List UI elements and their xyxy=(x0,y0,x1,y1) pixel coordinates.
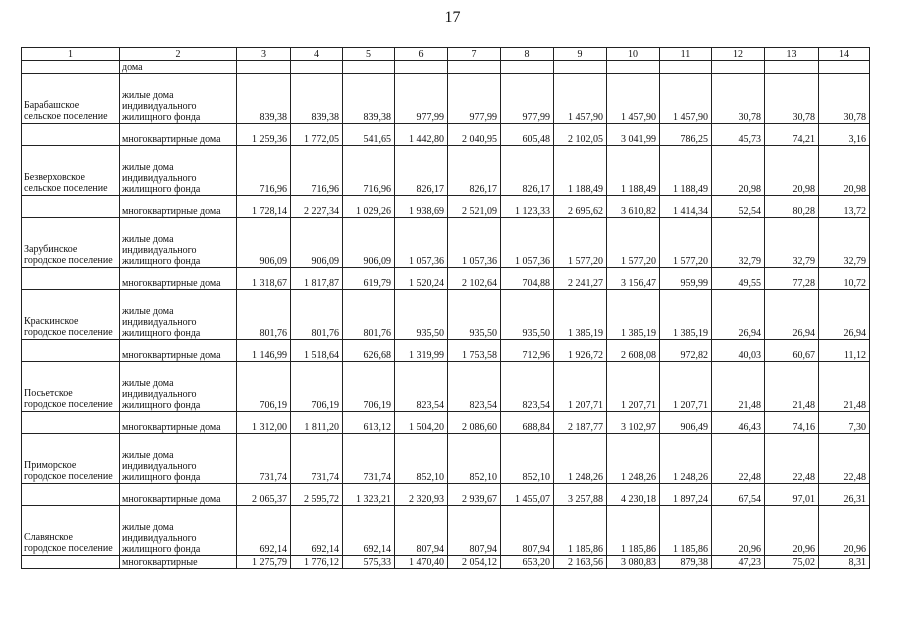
value-cell: 906,09 xyxy=(291,218,343,268)
value-cell: 852,10 xyxy=(501,434,554,484)
value-cell: 1 504,20 xyxy=(395,412,448,434)
value-cell: 13,72 xyxy=(819,196,870,218)
value-cell: 1 248,26 xyxy=(554,434,607,484)
value-cell: 3 102,97 xyxy=(607,412,660,434)
value-cell: 1 123,33 xyxy=(501,196,554,218)
value-cell: 879,38 xyxy=(660,556,712,569)
value-cell: 1 248,26 xyxy=(660,434,712,484)
settlement-cell-empty xyxy=(22,124,120,146)
settlement-cell-empty xyxy=(22,61,120,74)
column-header: 2 xyxy=(120,48,237,61)
table-row xyxy=(22,74,870,124)
value-cell: 1 188,49 xyxy=(660,146,712,196)
value-cell: 1 457,90 xyxy=(607,74,660,124)
value-cell: 20,96 xyxy=(712,506,765,556)
housing-type-cell: жилые дома индивидуального жилищного фонда xyxy=(120,146,237,196)
value-cell: 26,94 xyxy=(819,290,870,340)
value-cell: 2 241,27 xyxy=(554,268,607,290)
housing-type-cell: жилые дома индивидуального жилищного фонда xyxy=(120,362,237,412)
value-cell: 1 577,20 xyxy=(660,218,712,268)
value-cell: 45,73 xyxy=(712,124,765,146)
value-cell: 7,30 xyxy=(819,412,870,434)
value-cell: 2 065,37 xyxy=(237,484,291,506)
value-cell: 1 938,69 xyxy=(395,196,448,218)
value-cell: 21,48 xyxy=(765,362,819,412)
value-cell: 653,20 xyxy=(501,556,554,569)
table-row xyxy=(22,484,870,506)
column-header: 3 xyxy=(237,48,291,61)
value-cell: 1 442,80 xyxy=(395,124,448,146)
value-cell: 1 248,26 xyxy=(607,434,660,484)
value-cell: 807,94 xyxy=(448,506,501,556)
table-row xyxy=(22,146,870,196)
housing-type-cell: жилые дома индивидуального жилищного фонда xyxy=(120,290,237,340)
value-cell: 972,82 xyxy=(660,340,712,362)
settlement-name: Барабашское сельское поселение xyxy=(22,74,120,124)
housing-type-cell: многоквартирные дома xyxy=(120,196,237,218)
value-cell: 1 577,20 xyxy=(607,218,660,268)
value-cell: 20,96 xyxy=(819,506,870,556)
value-cell: 2 102,05 xyxy=(554,124,607,146)
value-cell: 2 695,62 xyxy=(554,196,607,218)
page-number: 17 xyxy=(444,9,461,26)
value-cell: 1 897,24 xyxy=(660,484,712,506)
value-cell: 786,25 xyxy=(660,124,712,146)
housing-type-cell: дома xyxy=(120,61,237,74)
housing-type-cell: жилые дома индивидуального жилищного фонда xyxy=(120,74,237,124)
table-row xyxy=(22,412,870,434)
value-cell: 839,38 xyxy=(237,74,291,124)
table-row xyxy=(22,196,870,218)
value-cell: 801,76 xyxy=(237,290,291,340)
column-header: 1 xyxy=(22,48,120,61)
value-cell: 26,94 xyxy=(712,290,765,340)
column-header: 5 xyxy=(343,48,395,61)
column-header: 4 xyxy=(291,48,343,61)
value-cell: 1 259,36 xyxy=(237,124,291,146)
housing-type-cell: жилые дома индивидуального жилищного фонда xyxy=(120,218,237,268)
value-cell: 1 811,20 xyxy=(291,412,343,434)
table-row xyxy=(22,556,870,569)
value-cell: 692,14 xyxy=(343,506,395,556)
column-header: 9 xyxy=(554,48,607,61)
value-cell: 1 385,19 xyxy=(607,290,660,340)
value-cell: 1 146,99 xyxy=(237,340,291,362)
table-row xyxy=(22,218,870,268)
value-cell: 1 275,79 xyxy=(237,556,291,569)
table-body xyxy=(22,61,870,569)
value-cell: 935,50 xyxy=(448,290,501,340)
value-cell: 935,50 xyxy=(395,290,448,340)
value-cell: 10,72 xyxy=(819,268,870,290)
column-header: 10 xyxy=(607,48,660,61)
value-cell: 716,96 xyxy=(237,146,291,196)
value-cell: 823,54 xyxy=(501,362,554,412)
value-cell: 1 470,40 xyxy=(395,556,448,569)
continuation-row xyxy=(22,61,870,74)
value-cell: 2 086,60 xyxy=(448,412,501,434)
housing-type-cell: многоквартирные дома xyxy=(120,340,237,362)
value-cell: 575,33 xyxy=(343,556,395,569)
value-cell: 2 040,95 xyxy=(448,124,501,146)
value-cell: 49,55 xyxy=(712,268,765,290)
value-cell: 1 188,49 xyxy=(554,146,607,196)
settlement-name: Зарубинское городское поселение xyxy=(22,218,120,268)
value-cell: 30,78 xyxy=(712,74,765,124)
housing-type-cell: жилые дома индивидуального жилищного фонда xyxy=(120,434,237,484)
housing-type-cell: многоквартирные дома xyxy=(120,124,237,146)
value-cell: 1 318,67 xyxy=(237,268,291,290)
value-cell: 20,98 xyxy=(712,146,765,196)
value-cell: 807,94 xyxy=(501,506,554,556)
value-cell: 1 057,36 xyxy=(501,218,554,268)
settlement-name: Краскинское городское поселение xyxy=(22,290,120,340)
settlement-cell-empty xyxy=(22,556,120,569)
value-cell: 807,94 xyxy=(395,506,448,556)
value-cell: 11,12 xyxy=(819,340,870,362)
value-cell: 1 414,34 xyxy=(660,196,712,218)
table-row xyxy=(22,434,870,484)
value-cell: 21,48 xyxy=(819,362,870,412)
value-cell: 716,96 xyxy=(291,146,343,196)
housing-type-cell: жилые дома индивидуального жилищного фонда xyxy=(120,506,237,556)
value-cell: 74,21 xyxy=(765,124,819,146)
value-cell: 1 029,26 xyxy=(343,196,395,218)
value-cell: 2 521,09 xyxy=(448,196,501,218)
value-cell: 3 041,99 xyxy=(607,124,660,146)
value-cell: 26,94 xyxy=(765,290,819,340)
value-cell: 1 385,19 xyxy=(660,290,712,340)
value-cell: 2 102,64 xyxy=(448,268,501,290)
value-cell: 839,38 xyxy=(343,74,395,124)
value-cell: 97,01 xyxy=(765,484,819,506)
value-cell: 688,84 xyxy=(501,412,554,434)
value-cell: 906,09 xyxy=(343,218,395,268)
value-cell: 60,67 xyxy=(765,340,819,362)
value-cell: 1 776,12 xyxy=(291,556,343,569)
value-cell: 22,48 xyxy=(819,434,870,484)
value-cell: 47,23 xyxy=(712,556,765,569)
table-row xyxy=(22,290,870,340)
value-cell: 801,76 xyxy=(291,290,343,340)
settlement-name: Посьетское городское поселение xyxy=(22,362,120,412)
value-cell: 852,10 xyxy=(395,434,448,484)
column-number-header-row xyxy=(22,48,870,61)
tariff-table xyxy=(21,47,870,569)
value-cell: 1 520,24 xyxy=(395,268,448,290)
value-cell: 1 457,90 xyxy=(554,74,607,124)
value-cell: 52,54 xyxy=(712,196,765,218)
value-cell: 706,19 xyxy=(237,362,291,412)
value-cell: 2 054,12 xyxy=(448,556,501,569)
value-cell: 20,98 xyxy=(765,146,819,196)
housing-type-cell: многоквартирные xyxy=(120,556,237,569)
value-cell: 77,28 xyxy=(765,268,819,290)
value-cell: 935,50 xyxy=(501,290,554,340)
value-cell: 706,19 xyxy=(291,362,343,412)
value-cell: 74,16 xyxy=(765,412,819,434)
column-header: 8 xyxy=(501,48,554,61)
column-header: 13 xyxy=(765,48,819,61)
table-row xyxy=(22,362,870,412)
value-cell: 3 080,83 xyxy=(607,556,660,569)
value-cell: 30,78 xyxy=(819,74,870,124)
value-cell: 32,79 xyxy=(765,218,819,268)
value-cell: 852,10 xyxy=(448,434,501,484)
value-cell: 2 595,72 xyxy=(291,484,343,506)
value-cell: 1 188,49 xyxy=(607,146,660,196)
value-cell: 22,48 xyxy=(765,434,819,484)
value-cell: 1 518,64 xyxy=(291,340,343,362)
value-cell: 1 312,00 xyxy=(237,412,291,434)
settlement-cell-empty xyxy=(22,268,120,290)
column-header: 6 xyxy=(395,48,448,61)
value-cell: 613,12 xyxy=(343,412,395,434)
value-cell: 1 207,71 xyxy=(607,362,660,412)
table-row xyxy=(22,124,870,146)
value-cell: 1 455,07 xyxy=(501,484,554,506)
value-cell: 826,17 xyxy=(448,146,501,196)
value-cell: 959,99 xyxy=(660,268,712,290)
value-cell: 823,54 xyxy=(448,362,501,412)
value-cell: 605,48 xyxy=(501,124,554,146)
column-header: 14 xyxy=(819,48,870,61)
value-cell: 26,31 xyxy=(819,484,870,506)
value-cell: 3 610,82 xyxy=(607,196,660,218)
value-cell: 2 320,93 xyxy=(395,484,448,506)
value-cell: 1 457,90 xyxy=(660,74,712,124)
value-cell: 541,65 xyxy=(343,124,395,146)
settlement-cell-empty xyxy=(22,196,120,218)
settlement-cell-empty xyxy=(22,484,120,506)
value-cell: 826,17 xyxy=(395,146,448,196)
value-cell: 2 187,77 xyxy=(554,412,607,434)
value-cell: 75,02 xyxy=(765,556,819,569)
value-cell: 20,98 xyxy=(819,146,870,196)
table-row xyxy=(22,340,870,362)
value-cell: 2 163,56 xyxy=(554,556,607,569)
value-cell: 32,79 xyxy=(819,218,870,268)
value-cell: 692,14 xyxy=(237,506,291,556)
value-cell: 46,43 xyxy=(712,412,765,434)
settlement-name: Безверховское сельское поселение xyxy=(22,146,120,196)
value-cell: 1 185,86 xyxy=(660,506,712,556)
value-cell: 826,17 xyxy=(501,146,554,196)
value-cell: 731,74 xyxy=(237,434,291,484)
value-cell: 3 156,47 xyxy=(607,268,660,290)
value-cell: 3,16 xyxy=(819,124,870,146)
housing-type-cell: многоквартирные дома xyxy=(120,484,237,506)
value-cell: 1 207,71 xyxy=(660,362,712,412)
value-cell: 1 772,05 xyxy=(291,124,343,146)
table-row xyxy=(22,268,870,290)
value-cell: 1 207,71 xyxy=(554,362,607,412)
value-cell: 2 608,08 xyxy=(607,340,660,362)
value-cell: 731,74 xyxy=(291,434,343,484)
value-cell: 1 577,20 xyxy=(554,218,607,268)
value-cell: 3 257,88 xyxy=(554,484,607,506)
settlement-name: Славянское городское поселение xyxy=(22,506,120,556)
value-cell: 619,79 xyxy=(343,268,395,290)
value-cell: 977,99 xyxy=(395,74,448,124)
value-cell: 977,99 xyxy=(448,74,501,124)
value-cell: 30,78 xyxy=(765,74,819,124)
value-cell: 1 728,14 xyxy=(237,196,291,218)
settlement-cell-empty xyxy=(22,412,120,434)
value-cell: 977,99 xyxy=(501,74,554,124)
value-cell: 1 319,99 xyxy=(395,340,448,362)
settlement-cell-empty xyxy=(22,340,120,362)
settlement-name: Приморское городское поселение xyxy=(22,434,120,484)
value-cell: 1 185,86 xyxy=(607,506,660,556)
value-cell: 692,14 xyxy=(291,506,343,556)
column-header: 7 xyxy=(448,48,501,61)
value-cell: 2 227,34 xyxy=(291,196,343,218)
value-cell: 801,76 xyxy=(343,290,395,340)
housing-type-cell: многоквартирные дома xyxy=(120,412,237,434)
value-cell: 1 926,72 xyxy=(554,340,607,362)
value-cell: 20,96 xyxy=(765,506,819,556)
value-cell: 1 817,87 xyxy=(291,268,343,290)
value-cell: 40,03 xyxy=(712,340,765,362)
value-cell: 716,96 xyxy=(343,146,395,196)
column-header: 11 xyxy=(660,48,712,61)
value-cell: 1 185,86 xyxy=(554,506,607,556)
table-row xyxy=(22,506,870,556)
value-cell: 626,68 xyxy=(343,340,395,362)
value-cell: 32,79 xyxy=(712,218,765,268)
value-cell: 2 939,67 xyxy=(448,484,501,506)
value-cell: 67,54 xyxy=(712,484,765,506)
value-cell: 1 385,19 xyxy=(554,290,607,340)
value-cell: 823,54 xyxy=(395,362,448,412)
value-cell: 704,88 xyxy=(501,268,554,290)
value-cell: 1 057,36 xyxy=(395,218,448,268)
value-cell: 906,09 xyxy=(237,218,291,268)
value-cell: 839,38 xyxy=(291,74,343,124)
value-cell: 731,74 xyxy=(343,434,395,484)
value-cell: 1 323,21 xyxy=(343,484,395,506)
value-cell: 4 230,18 xyxy=(607,484,660,506)
value-cell: 906,49 xyxy=(660,412,712,434)
value-cell: 80,28 xyxy=(765,196,819,218)
value-cell: 21,48 xyxy=(712,362,765,412)
value-cell: 22,48 xyxy=(712,434,765,484)
value-cell: 1 753,58 xyxy=(448,340,501,362)
value-cell: 706,19 xyxy=(343,362,395,412)
housing-type-cell: многоквартирные дома xyxy=(120,268,237,290)
value-cell: 712,96 xyxy=(501,340,554,362)
value-cell: 8,31 xyxy=(819,556,870,569)
value-cell: 1 057,36 xyxy=(448,218,501,268)
column-header: 12 xyxy=(712,48,765,61)
